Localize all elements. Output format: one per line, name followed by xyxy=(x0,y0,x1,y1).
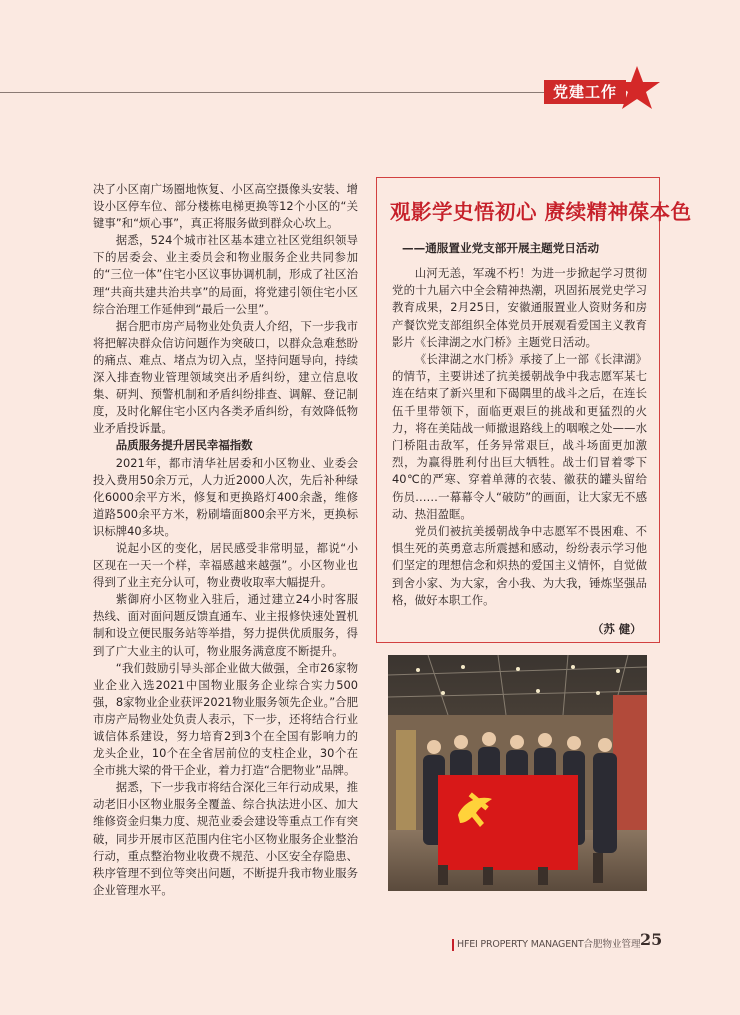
article-paragraph: 据合肥市房产局物业处负责人介绍，下一步我市将把解决群众信访问题作为突破口，以群众急难愁盼的痛点、难点、堵点为切入点，坚持问题导向，持续深入排查物业管理领域突出矛盾纠纷，建立信息收集、研判、预警机制和矛盾纠纷排查、调解、登记制度，及时化解住宅小区内各类矛盾纠纷，有效降低物业矛盾投诉量。 xyxy=(93,318,358,436)
article-paragraph: 据悉，524个城市社区基本建立社区党组织领导下的居委会、业主委员会和物业服务企业共同参加的“三位一体”住宅小区议事协调机制，形成了社区治理“共商共建共治共享”的局面，将党建引领住宅小区综合治理工作延伸到“最后一公里”。 xyxy=(93,233,358,316)
author-byline: （苏 健） xyxy=(592,622,642,636)
main-article-column xyxy=(93,181,358,899)
article-paragraph: “我们鼓励引导头部企业做大做强，全市26家物业企业入选2021中国物业服务企业综合实力500强，8家物业企业获评2021物业服务领先企业。”合肥市房产局物业处负责人表示，下一步，还将结合行业诚信体系建设，努力培育2到3个在全国有影响力的龙头企业，10个在全省居前位的支柱企业，30个在全市挑大梁的骨干企业，着力打造“合肥物业”品牌。 xyxy=(93,660,358,778)
footer-accent-bar xyxy=(452,939,454,951)
section-tag: 党建工作 xyxy=(544,80,626,104)
article-paragraph: 说起小区的变化，居民感受非常明显，都说“小区现在一天一个样，幸福感越来越强”。小区物业也得到了业主充分认可，物业费收取率大幅提升。 xyxy=(93,540,358,590)
article-paragraph: 决了小区南广场圈地恢复、小区高空摄像头安装、增设小区停车位、部分楼栋电梯更换等12个小区的“关键事”和“烦心事”，真正将服务做到群众心坎上。 xyxy=(93,182,358,231)
page-number: 25 xyxy=(640,930,663,949)
sidebar-article-body xyxy=(392,265,647,609)
magazine-name-en: HFEI PROPERTY MANAGENT xyxy=(457,939,584,950)
article-subheading: 品质服务提升居民幸福指数 xyxy=(115,438,253,453)
sidebar-paragraph: 山河无恙，军魂不朽！为进一步掀起学习贯彻党的十九届六中全会精神热潮，巩固拓展党史学习教育成果，2月25日，安徽通服置业人资财务和房产餐饮党支部组织全体党员开展观看爱国主义教育影片《长津湖之水门桥》主题党日活动。 xyxy=(392,266,647,349)
sidebar-article-subtitle: ——通服置业党支部开展主题党日活动 xyxy=(402,241,600,255)
article-paragraph: 据悉，下一步我市将结合深化三年行动成果，推动老旧小区物业服务全覆盖、综合执法进小区、加大维修资金归集力度、规范业委会建设等重点工作有突破，同步开展市区范围内住宅小区物业服务企业整治行动，重点整治物业收费不规范、小区安全存隐患、秩序管理不到位等突出问题，不断提升我市物业服务企业管理水平。 xyxy=(93,780,358,897)
group-photo-with-party-flag xyxy=(388,655,647,891)
magazine-name-cn: 合肥物业管理 xyxy=(583,939,641,950)
article-paragraph: 紫御府小区物业入驻后，通过建立24小时客服热线、面对面问题反馈直通车、业主报修快速处置机制和设立便民服务站等举措，努力提供优质服务，得到了广大业主的认可，物业服务满意度不断提升。 xyxy=(93,592,358,658)
sidebar-article-title: 观影学史悟初心 赓续精神葆本色 xyxy=(390,200,692,224)
header-rule xyxy=(0,92,560,93)
sidebar-paragraph: 《长津湖之水门桥》承接了上一部《长津湖》的情节，主要讲述了抗美援朝战争中我志愿军某七连在结束了新兴里和下碣隅里的战斗之后，在连长伍千里带领下，面临更艰巨的挑战和更猛烈的火力，将在美陆战一师撤退路线上的咽喉之处——水门桥阻击敌军，任务异常艰巨，战斗场面更加激烈，为赢得胜利付出巨大牺牲。战士们冒着零下40℃的严寒、穿着单薄的衣装、徽获的罐头留给伤员……一幕幕令人“破防”的画面，让大家无不感动、热泪盈眶。 xyxy=(392,352,647,521)
sidebar-paragraph: 党员们被抗美援朝战争中志愿军不畏困难、不惧生死的英勇意志所震撼和感动，纷纷表示学习他们坚定的理想信念和炽热的爱国主义情怀，自觉做到舍小家、为大家，舍小我、为大我，锤炼坚强品格，做好本职工作。 xyxy=(392,524,647,607)
article-paragraph: 2021年，都市清华社居委和小区物业、业委会投入费用50余万元，人力近2000人次，先后补种绿化6000余平方米，修复和更换路灯400余盏，维修道路500余平方米，粉刷墙面800余平方米，更换标识标牌40多块。 xyxy=(93,455,358,538)
star-icon xyxy=(612,64,662,114)
magazine-footer xyxy=(452,936,641,952)
